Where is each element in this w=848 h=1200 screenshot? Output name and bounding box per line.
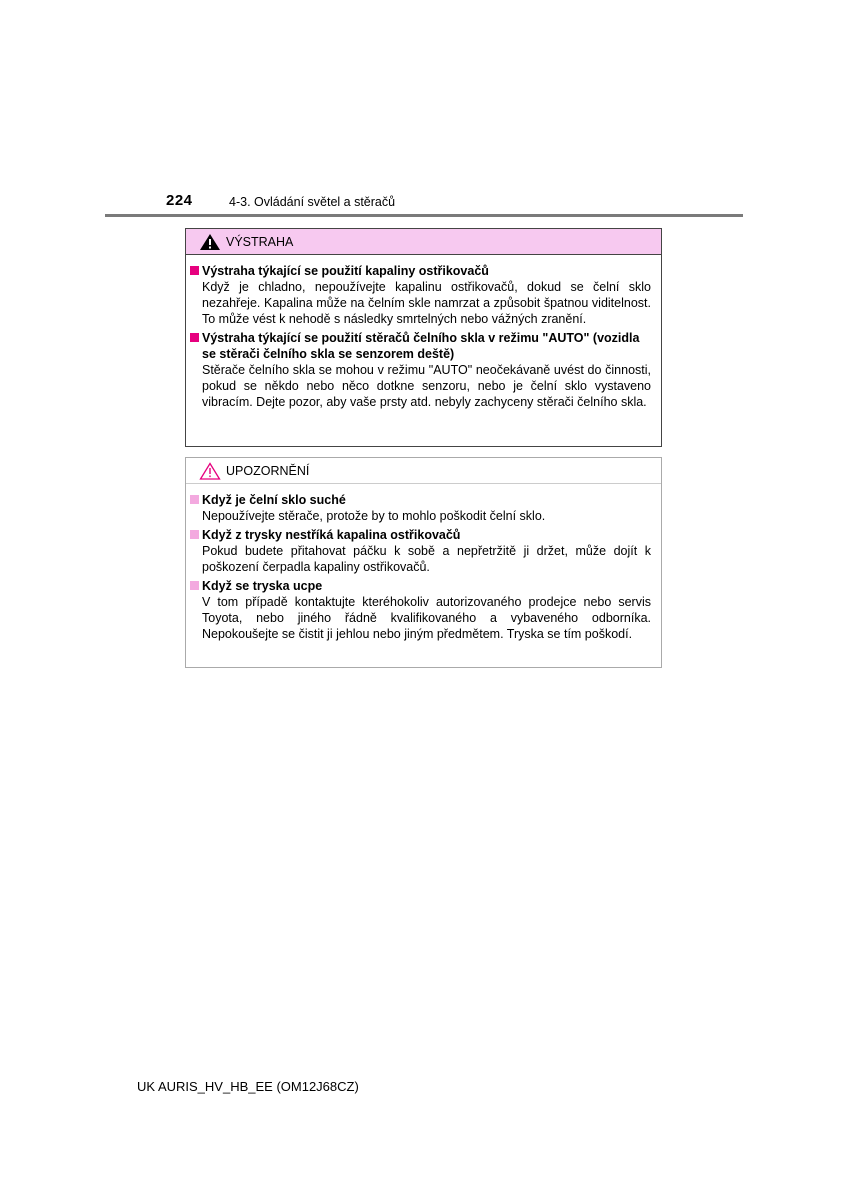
caution-item-text: Pokud budete přitahovat páčku k sobě a nepřetržitě ji držet, může dojít k poškození čerpadla kapaliny ostřikovačů. bbox=[202, 544, 651, 574]
caution-triangle-icon bbox=[199, 462, 221, 480]
square-bullet-icon bbox=[190, 266, 199, 275]
caution-box bbox=[185, 457, 662, 668]
warning-item bbox=[190, 330, 651, 410]
caution-item bbox=[190, 527, 651, 575]
square-bullet-icon bbox=[190, 581, 199, 590]
header-rule bbox=[105, 214, 743, 217]
caution-header bbox=[186, 458, 661, 484]
square-bullet-icon bbox=[190, 495, 199, 504]
square-bullet-icon bbox=[190, 530, 199, 539]
warning-item-text: Když je chladno, nepoužívejte kapalinu ostřikovačů, dokud se čelní sklo nezahřeje. Kapalina může na čelním skle namrzat a způsobit špatnou viditelnost. To může vést k nehodě s následky smrtelných nebo vážných zranění. bbox=[202, 280, 651, 326]
caution-item bbox=[190, 492, 651, 524]
section-title: 4-3. Ovládání světel a stěračů bbox=[229, 195, 396, 209]
warning-item-text: Stěrače čelního skla se mohou v režimu "AUTO" neočekávaně uvést do činnosti, pokud se někdo nebo něco dotkne senzoru, nebo je čelní sklo vystaveno vibracím. Dejte pozor, aby vaše prsty atd. nebyly zachyceny stěrači čelního skla. bbox=[202, 363, 651, 409]
caution-item-title: Když je čelní sklo suché bbox=[202, 493, 346, 507]
caution-item-title: Když se tryska ucpe bbox=[202, 579, 323, 593]
warning-box bbox=[185, 228, 662, 447]
warning-item bbox=[190, 263, 651, 327]
caution-heading: UPOZORNĚNÍ bbox=[226, 463, 310, 478]
caution-body bbox=[186, 484, 661, 642]
warning-triangle-icon bbox=[199, 233, 221, 251]
warning-item-title: Výstraha týkající se použití kapaliny ostřikovačů bbox=[202, 264, 489, 278]
caution-item bbox=[190, 578, 651, 642]
warning-header bbox=[186, 229, 661, 255]
caution-item-text: V tom případě kontaktujte kteréhokoliv autorizovaného prodejce nebo servis Toyota, nebo jiného řádně kvalifikovaného a vybaveného odborníka. Nepokoušejte se čistit ji jehlou nebo jiným předmětem. Tryska se tím poškodí. bbox=[202, 595, 651, 641]
warning-heading: VÝSTRAHA bbox=[226, 234, 294, 249]
footer-code: UK AURIS_HV_HB_EE (OM12J68CZ) bbox=[137, 1079, 359, 1094]
caution-item-text: Nepoužívejte stěrače, protože by to mohlo poškodit čelní sklo. bbox=[202, 509, 546, 523]
warning-item-title: Výstraha týkající se použití stěračů čelního skla v režimu "AUTO" (vozidla se stěrači čelního skla se senzorem deště) bbox=[202, 331, 640, 361]
square-bullet-icon bbox=[190, 333, 199, 342]
warning-body bbox=[186, 255, 661, 410]
page-number: 224 bbox=[166, 192, 193, 209]
caution-item-title: Když z trysky nestříká kapalina ostřikovačů bbox=[202, 528, 461, 542]
